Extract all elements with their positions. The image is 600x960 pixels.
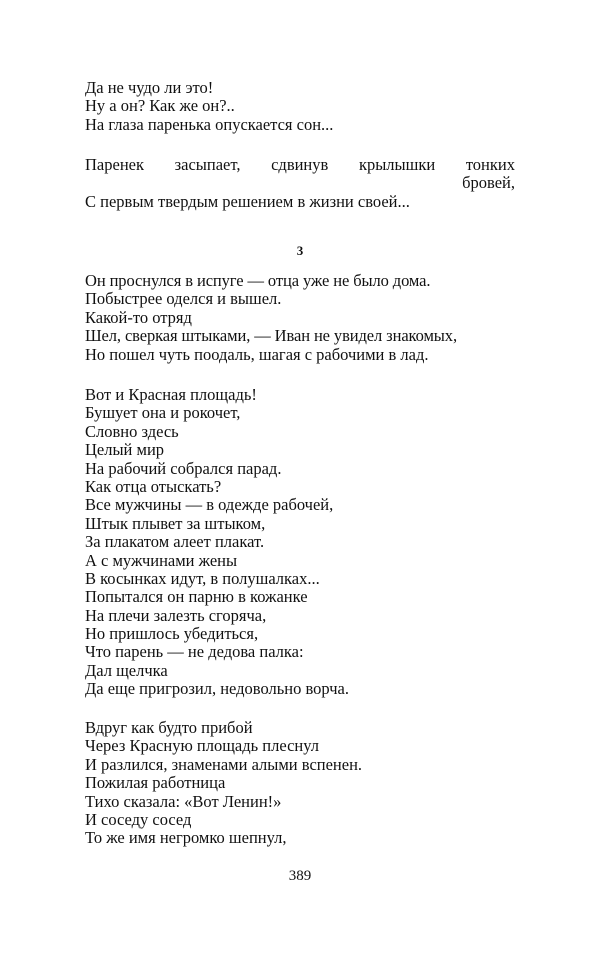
poem-line: В косынках идут, в полушалках... [85,568,320,588]
poem-line: Побыстрее оделся и вышел. [85,289,282,309]
poem-line: Тихо сказала: «Вот Ленин!» [85,791,282,811]
poem-line: На рабочий собрался парад. [85,458,282,478]
poem-line: Да еще пригрозил, недовольно ворча. [85,679,349,699]
poem-line: А с мужчинами жены [85,550,238,570]
poem-line: Попытался он парню в кожанке [85,587,308,607]
poem-line: Бушует она и рокочет, [85,403,241,423]
poem-line: И соседу сосед [85,809,192,829]
poem-line: Паренек засыпает, сдвинув крылышки тонких [85,155,515,174]
poem-line: Через Красную площадь плеснул [85,736,319,756]
poem-line: За плакатом алеет плакат. [85,532,265,552]
poem-line: На глаза паренька опускается сон... [85,114,334,134]
poem-line: Дал щелчка [85,660,168,680]
poem-line: Целый мир [85,440,165,460]
poem-line: И разлился, знаменами алыми вспенен. [85,754,363,774]
poem-line: Но пошел чуть поодаль, шагая с рабочими в лад. [85,344,429,364]
stanza-1 [85,79,515,134]
poem-line: Ну а он? Как же он?.. [85,96,235,116]
section-number: 3 [296,243,304,258]
poem-line: Какой-то отряд [85,307,192,327]
poem-line: Штык плывет за штыком, [85,513,266,533]
stanza-2 [85,156,515,211]
page-number: 389 [288,868,312,884]
poem-line: Все мужчины — в одежде рабочей, [85,495,334,515]
poem-line: Но пришлось убедиться, [85,624,259,644]
poem-line: На плечи залезть сгоряча, [85,605,267,625]
poem-line: Да не чудо ли это! [85,78,214,97]
poem-line: Как отца отыскать? [85,476,222,496]
poem-line: Что парень — не дедова палка: [85,642,304,662]
poem-line: Вот и Красная площадь! [85,385,257,404]
poem-line: Он проснулся в испуге — отца уже не было дома. [85,271,431,290]
poem-line: С первым твердым решением в жизни своей... [85,191,410,211]
poem-line: То же имя негромко шепнул, [85,828,287,848]
stanza-3 [85,272,515,364]
poem-line: Вдруг как будто прибой [85,718,253,737]
poem-line: Пожилая работница [85,773,226,793]
poem-line-runover: бровей, [462,173,515,193]
poem-line: Шел, сверкая штыками, — Иван не увидел знакомых, [85,326,457,346]
stanza-4 [85,386,515,699]
stanza-5 [85,719,515,848]
poem-line: Словно здесь [85,421,179,441]
